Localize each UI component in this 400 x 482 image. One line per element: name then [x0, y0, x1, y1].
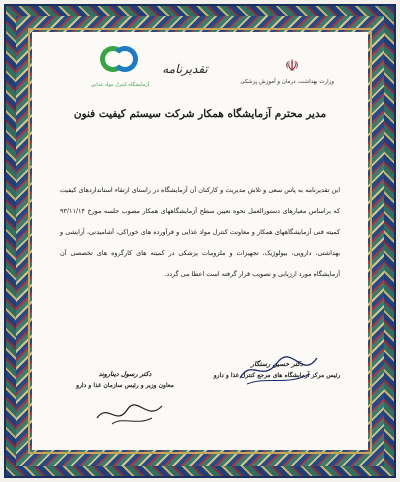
logo-caption: آزمایشگاه کنترل مواد غذایی: [90, 82, 150, 88]
certificate-title: تقدیرنامه: [162, 62, 208, 76]
signatory-name: دکتر حسین رستگار: [250, 360, 304, 368]
signatory-role: رئیس مرکز آزمایشگاه های مرجع کنترل غذا و دارو: [213, 372, 341, 379]
handwritten-signature-left: [92, 398, 172, 428]
signature-block-left: [60, 370, 190, 389]
recipient-line: مدیر محترم آزمایشگاه همکار شرکت سیستم کیفیت فنون: [73, 108, 327, 120]
ministry-name: وزارت بهداشت، درمان و آموزش پزشکی: [240, 79, 334, 85]
signatory-role: معاون وزیر و رئیس سازمان غذا و دارو: [76, 382, 174, 389]
signatory-name: دکتر رسول دیناروند: [98, 370, 152, 378]
handwritten-signature-right: [232, 348, 322, 388]
iran-emblem-icon: ☫: [284, 56, 300, 75]
certificate-body: این تقدیرنامه به پاس سعی و تلاش مدیریت و کارکنان آن آزمایشگاه در راستای ارتقاء استانداردهای کیفیت که براساس معیارهای دستورالعمل نحوه تعیین سطح آزمایشگاههای همکار مصوب جلسه مورخ ۹۳/۱۱/۱۴ کمیته فنی آزمایشگاههای همکار و معاونت کنترل مواد غذایی و فرآورده های خوراکی، آشامیدنی، آرایشی و بهداشتی، دارویی، بیولوژیک، تجهیزات و ملزومات پزشکی در کمیته های کارگروه های تخصصی آن آزمایشگاه مورد ارزیابی و تصویب قرار گرفته است اعطا می گردد.: [60, 186, 340, 278]
